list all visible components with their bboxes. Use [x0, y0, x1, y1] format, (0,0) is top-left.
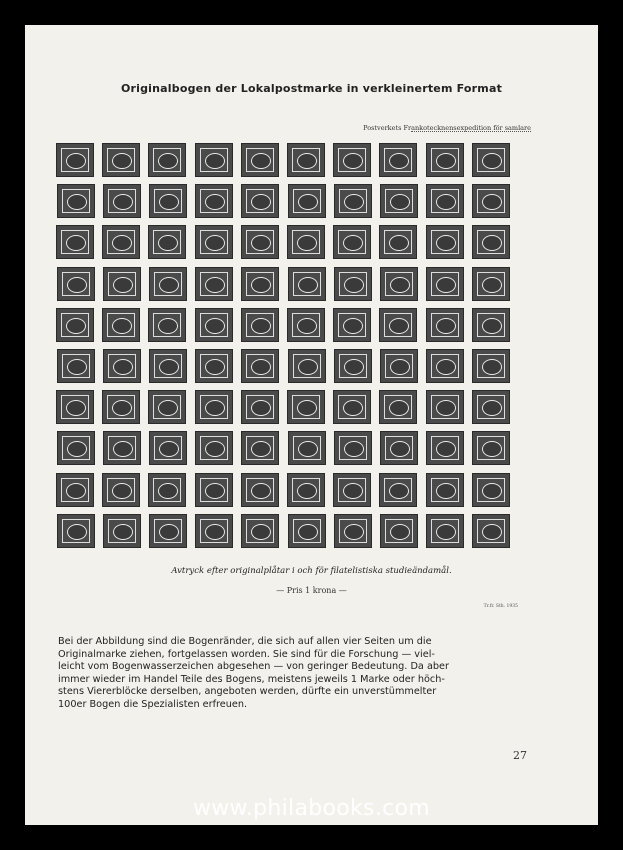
body-line: leicht vom Bogenwasserzeichen abgesehen — von geringer Bedeutung. Da aber — [58, 661, 449, 672]
stamp — [288, 184, 326, 218]
stamp — [148, 225, 186, 259]
stamp — [380, 431, 418, 465]
stamp — [149, 514, 187, 548]
stamp — [56, 390, 94, 424]
stamp — [379, 225, 417, 259]
stamp — [288, 431, 326, 465]
stamp — [426, 143, 464, 177]
stamp — [149, 349, 187, 383]
stamp — [103, 349, 141, 383]
stamp — [288, 349, 326, 383]
stamp — [379, 473, 417, 507]
body-line: stens Viererblöcke derselben, angeboten werden, dürfte ein unverstümmelter — [58, 686, 437, 697]
body-line: Originalmarke ziehen, fortgelassen worden. Sie sind für die Forschung — viel- — [58, 648, 435, 660]
stamp — [57, 267, 95, 301]
stamp — [241, 431, 279, 465]
stamp — [195, 431, 233, 465]
stamp — [57, 514, 95, 548]
stamp — [287, 473, 325, 507]
stamp — [241, 390, 279, 424]
price-line: — Pris 1 krona — — [276, 586, 347, 595]
stamp — [241, 514, 279, 548]
stamp — [148, 308, 186, 342]
sheet-caption: Avtryck efter originalplåtar i och för filatelistiska studieändamål. — [171, 566, 452, 576]
stamp — [472, 308, 510, 342]
stamp — [195, 267, 233, 301]
stamp — [195, 473, 233, 507]
stamp — [241, 143, 279, 177]
stamp — [56, 225, 94, 259]
stamp — [56, 308, 94, 342]
stamp — [241, 473, 279, 507]
stamp — [426, 514, 464, 548]
stamp — [333, 308, 371, 342]
stamp — [334, 431, 372, 465]
stamp — [333, 390, 371, 424]
stamp — [288, 514, 326, 548]
stamp — [103, 431, 141, 465]
body-line: immer wieder im Handel Teile des Bogens, meistens jeweils 1 Marke oder höch- — [58, 673, 445, 685]
stamp — [195, 390, 233, 424]
stamp — [57, 184, 95, 218]
print-credit: Tr.fr. Sth. 1935 — [483, 604, 518, 609]
body-paragraph — [58, 636, 548, 711]
stamp — [287, 143, 325, 177]
stamp-sheet — [56, 143, 525, 563]
stamp — [57, 349, 95, 383]
stamp — [103, 514, 141, 548]
stamp — [287, 390, 325, 424]
stamp — [472, 225, 510, 259]
stamp — [426, 390, 464, 424]
sheet-header-text: Postverkets Frankotecknensexpedition för samlare — [363, 124, 531, 132]
stamp — [241, 184, 279, 218]
stamp — [334, 267, 372, 301]
stamp — [472, 431, 510, 465]
stamp — [241, 308, 279, 342]
stamp — [333, 225, 371, 259]
stamp — [149, 431, 187, 465]
stamp — [379, 390, 417, 424]
stamp — [148, 143, 186, 177]
stamp — [472, 349, 510, 383]
website-footer[interactable]: www.philabooks.com — [192, 796, 431, 821]
body-line: Bei der Abbildung sind die Bogenränder, die sich auf allen vier Seiten um die — [58, 636, 432, 647]
stamp — [380, 267, 418, 301]
stamp — [379, 308, 417, 342]
stamp — [102, 308, 140, 342]
stamp — [380, 514, 418, 548]
stamp — [241, 225, 279, 259]
dotted-rule — [411, 131, 531, 132]
page-title: Originalbogen der Lokalpostmarke in verkleinertem Format — [120, 82, 503, 95]
stamp — [102, 473, 140, 507]
stamp — [103, 184, 141, 218]
stamp — [241, 267, 279, 301]
stamp — [288, 267, 326, 301]
stamp — [426, 473, 464, 507]
stamp — [56, 143, 94, 177]
stamp — [103, 267, 141, 301]
stamp — [380, 349, 418, 383]
stamp — [426, 349, 464, 383]
stamp — [195, 143, 233, 177]
stamp — [102, 390, 140, 424]
stamp — [149, 184, 187, 218]
stamp — [426, 267, 464, 301]
stamp — [472, 473, 510, 507]
stamp — [56, 473, 94, 507]
stamp — [426, 308, 464, 342]
stamp — [472, 390, 510, 424]
stamp — [379, 143, 417, 177]
stamp — [195, 349, 233, 383]
stamp — [334, 184, 372, 218]
stamp — [472, 267, 510, 301]
stamp — [334, 349, 372, 383]
stamp — [57, 431, 95, 465]
stamp — [333, 143, 371, 177]
stamp — [195, 184, 233, 218]
stamp — [472, 514, 510, 548]
stamp — [472, 143, 510, 177]
stamp — [472, 184, 510, 218]
stamp — [334, 514, 372, 548]
stamp — [148, 390, 186, 424]
stamp — [380, 184, 418, 218]
stamp — [287, 308, 325, 342]
stamp — [426, 225, 464, 259]
book-page — [25, 25, 598, 825]
stamp — [195, 225, 233, 259]
body-line: 100er Bogen die Spezialisten erfreuen. — [58, 698, 248, 710]
stamp — [148, 473, 186, 507]
stamp — [149, 267, 187, 301]
page-number: 27 — [513, 749, 527, 762]
stamp — [426, 184, 464, 218]
stamp — [333, 473, 371, 507]
stamp — [195, 308, 233, 342]
stamp — [195, 514, 233, 548]
stamp — [426, 431, 464, 465]
stamp — [241, 349, 279, 383]
stamp — [102, 143, 140, 177]
stamp — [102, 225, 140, 259]
stamp — [287, 225, 325, 259]
